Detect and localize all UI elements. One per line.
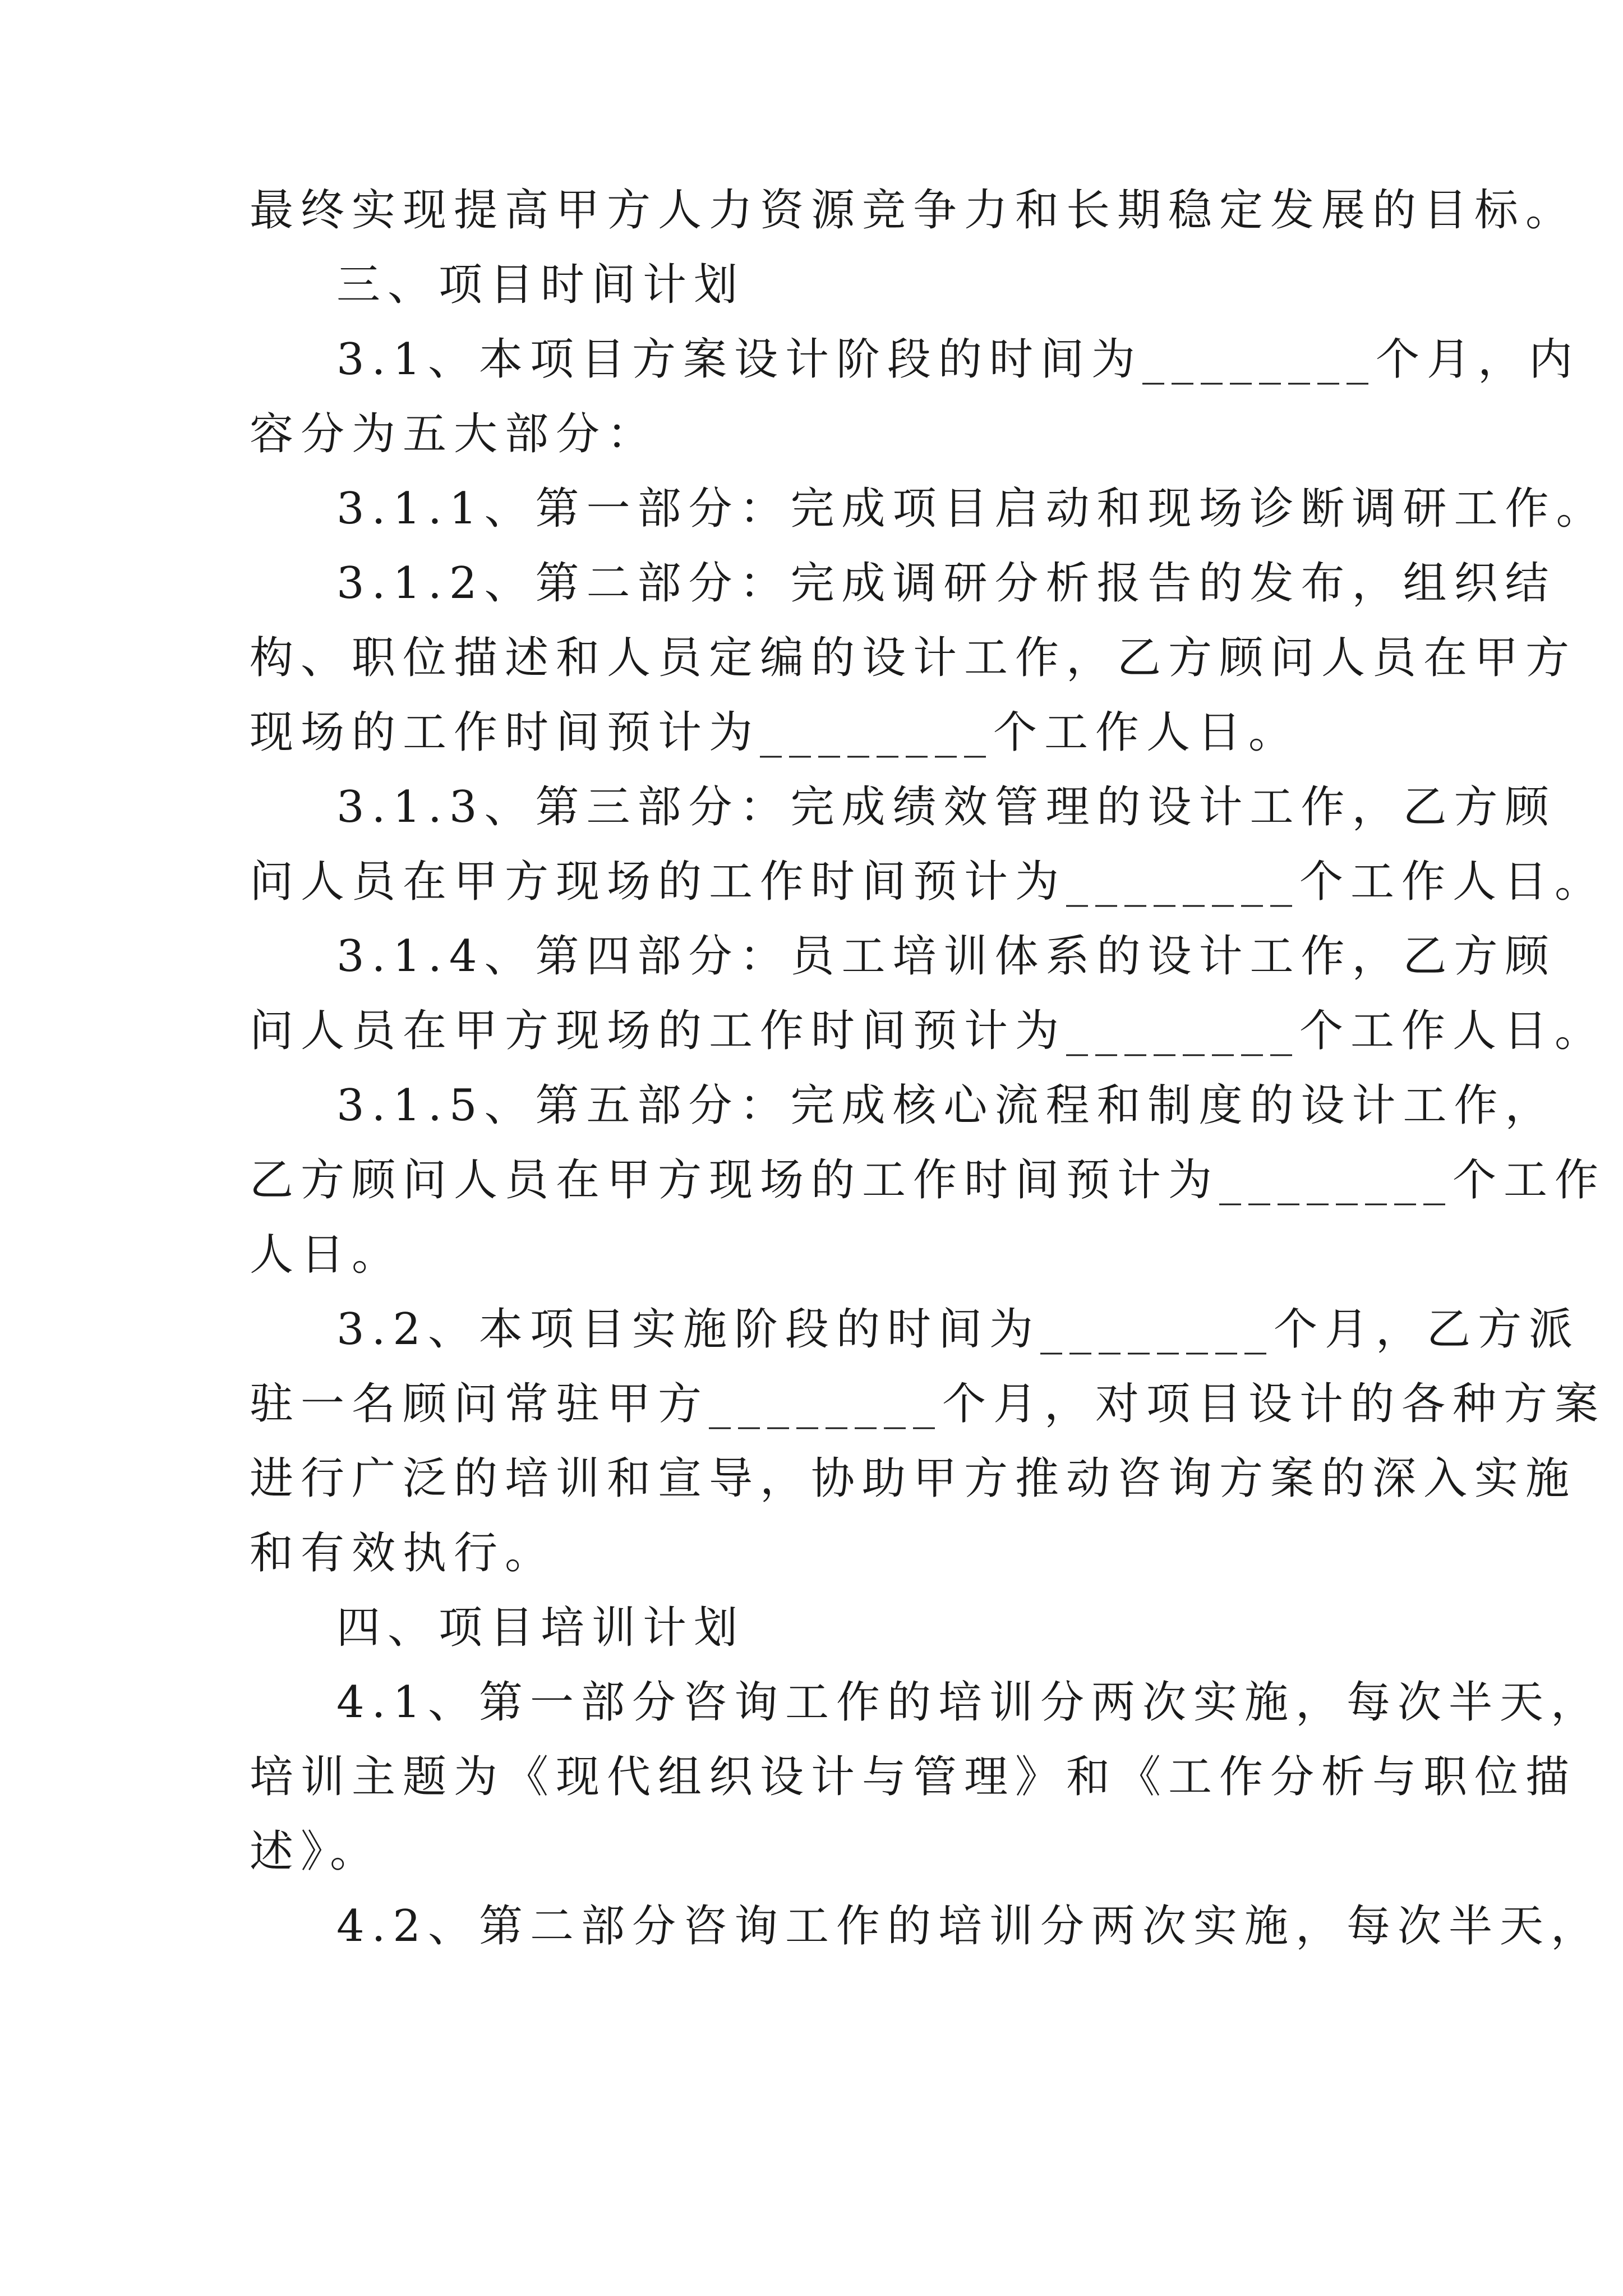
text-line: 现场的工作时间预计为________个工作人日。: [250, 707, 1300, 758]
text-line: 进行广泛的培训和宣导，协助甲方推动咨询方案的深入实施: [250, 1453, 1577, 1504]
text-line: 4.2、第二部分咨询工作的培训分两次实施，每次半天，: [336, 1901, 1602, 1952]
text-line: 和有效执行。: [250, 1528, 556, 1579]
section-heading: 三、项目时间计划: [336, 260, 745, 310]
text-line: 3.2、本项目实施阶段的时间为________个月，乙方派: [336, 1304, 1580, 1355]
text-line: 3.1.4、第四部分：员工培训体系的设计工作，乙方顾: [336, 931, 1556, 982]
text-line: 3.1、本项目方案设计阶段的时间为________个月，内: [336, 334, 1580, 385]
text-line: 问人员在甲方现场的工作时间预计为________个工作人日。: [250, 857, 1606, 907]
text-line: 3.1.3、第三部分：完成绩效管理的设计工作，乙方顾: [336, 782, 1556, 832]
text-line: 4.1、第一部分咨询工作的培训分两次实施，每次半天，: [336, 1677, 1602, 1728]
text-line: 3.1.1、第一部分：完成项目启动和现场诊断调研工作。: [336, 484, 1607, 534]
text-line: 驻一名顾问常驻甲方________个月，对项目设计的各种方案: [250, 1379, 1606, 1429]
text-line: 培训主题为《现代组织设计与管理》和《工作分析与职位描: [250, 1752, 1577, 1802]
text-line: 人日。: [250, 1230, 403, 1280]
text-line: 乙方顾问人员在甲方现场的工作时间预计为________个工作: [250, 1155, 1606, 1205]
text-line: 述》。: [250, 1826, 381, 1877]
text-line: 容分为五大部分：: [250, 409, 658, 459]
section-heading: 四、项目培训计划: [336, 1603, 745, 1653]
text-line: 构、职位描述和人员定编的设计工作，乙方顾问人员在甲方: [250, 633, 1577, 683]
text-line: 问人员在甲方现场的工作时间预计为________个工作人日。: [250, 1006, 1606, 1056]
text-line: 3.1.2、第二部分：完成调研分析报告的发布，组织结: [336, 558, 1556, 609]
text-line: 3.1.5、第五部分：完成核心流程和制度的设计工作，: [336, 1080, 1556, 1131]
text-line: 最终实现提高甲方人力资源竞争力和长期稳定发展的目标。: [250, 185, 1577, 236]
